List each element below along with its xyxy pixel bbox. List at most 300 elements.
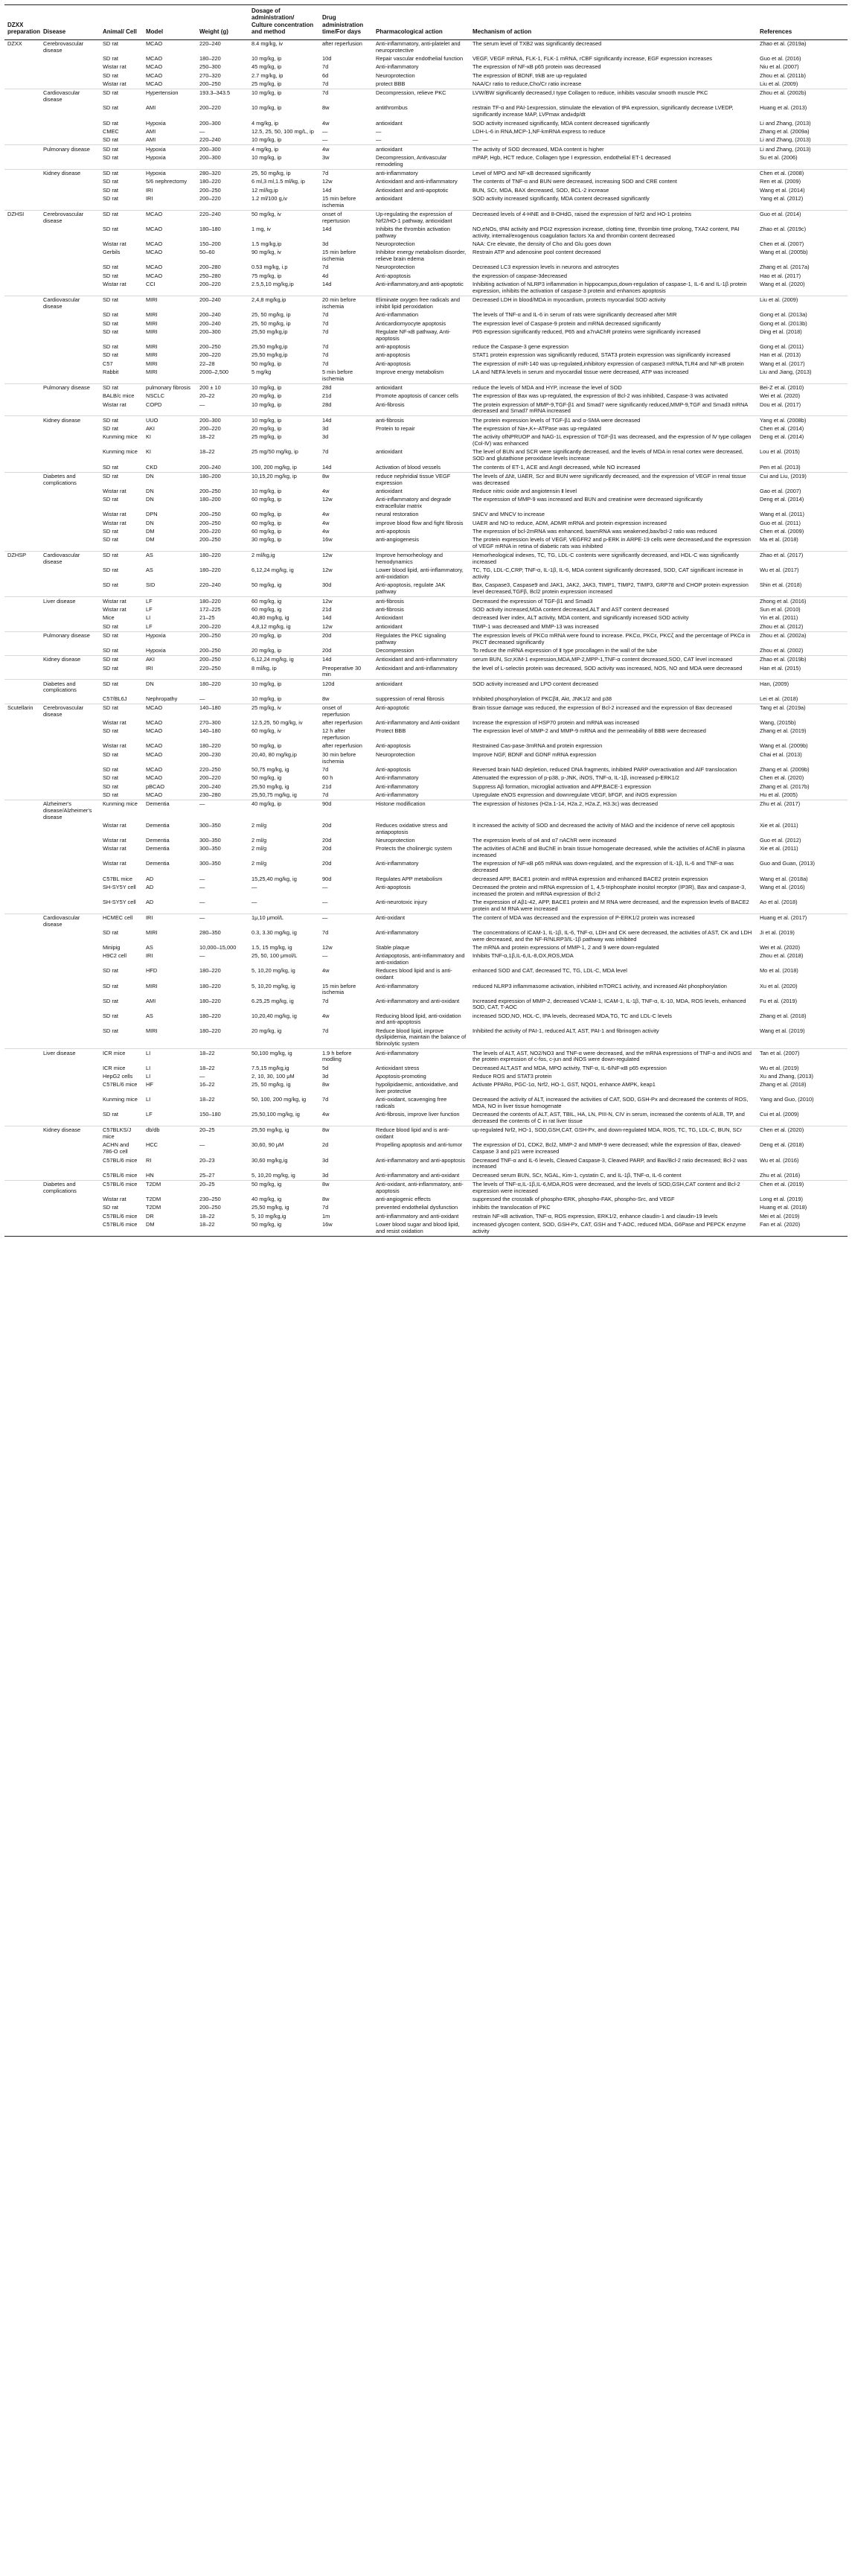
cell-animal: SD rat bbox=[103, 311, 118, 319]
cell-mechanism: LVW/BW significantly decreased,Ⅰ type Collagen to reduce, inhibits vascular smooth muscle PKC bbox=[470, 89, 757, 105]
table-row bbox=[4, 845, 848, 860]
cell-mechanism: Brain tissue damage was reduced, the expression of Bcl-2 increased and the expression of Bax decreased bbox=[470, 704, 757, 719]
cell-dosage: 25,50 mg/kg,ip bbox=[252, 342, 288, 350]
cell-prep bbox=[4, 1180, 40, 1196]
cell-disease bbox=[40, 766, 100, 774]
cell-weight: 180–220 bbox=[196, 597, 249, 606]
cell-model: LF bbox=[143, 597, 196, 606]
cell-animal: Wistar rat bbox=[103, 519, 126, 526]
cell-animal: ICR mice bbox=[103, 1064, 126, 1071]
cell-animal: Wistar rat bbox=[103, 837, 126, 844]
table-row bbox=[4, 401, 848, 416]
cell-dosage: 60 mg/kg, iv bbox=[252, 727, 281, 735]
cell-disease bbox=[40, 63, 100, 71]
cell-mechanism: NO,eNOs, tPAI activity and PGI2 expression increase, clotting time, thrombin time prolong, TXA2 content, PAI activity, internal/exogenous coagulation factors Xa and thrombin content decreased bbox=[473, 226, 740, 239]
table-row bbox=[4, 1126, 848, 1142]
cell-prep bbox=[4, 369, 40, 384]
table-row bbox=[4, 272, 848, 281]
cell-dosage: 50,75 mg/kg, ig bbox=[252, 765, 289, 773]
cell-disease bbox=[40, 104, 100, 119]
cell-prep bbox=[4, 782, 40, 791]
cell-disease bbox=[40, 1096, 100, 1111]
cell-action: Anti-inflammatory and Anti-oxidant bbox=[376, 719, 460, 727]
table-row bbox=[4, 581, 848, 597]
table-row bbox=[4, 552, 848, 567]
cell-model: MCAO bbox=[146, 727, 163, 735]
cell-animal: SD rat bbox=[103, 622, 118, 630]
cell-mechanism: The expression levels of PKCα mRNA were found to increase. PKCα, PKCε, PKCζ and the percentage of PKCα in PKCT decreased significantly bbox=[470, 631, 757, 647]
cell-dosage: 1.5 mg/kg,ip bbox=[252, 240, 282, 248]
cell-mechanism: LA and NEFA levels in serum and myocardial tissue were decreased, ATP was increased bbox=[473, 368, 689, 375]
cell-reference: Xu and Zhang, (2013) bbox=[760, 1072, 813, 1080]
cell-dosage: 20 mg/kg, ip bbox=[252, 425, 282, 433]
cell-time: — bbox=[322, 952, 328, 960]
cell-mechanism: serum BUN, Scr,KIM-1 expression,MDA,MP-2,MPP-1,TNF-α content decreased,SOD, CAT level increased bbox=[470, 655, 757, 664]
cell-reference: Liu et al. (2009) bbox=[760, 80, 798, 88]
cell-animal: SD rat bbox=[103, 782, 118, 790]
cell-animal: SD rat bbox=[100, 631, 143, 647]
cell-action: Anti-inflammatory and degrade extracellular matrix bbox=[376, 496, 452, 509]
cell-action: protect BBB bbox=[376, 80, 406, 88]
table-row bbox=[4, 914, 848, 929]
cell-dosage: 10 mg/kg, ip bbox=[249, 680, 319, 695]
cell-mechanism: The activities of AChE and BuChE in brain tissue homogenate decreased, while the activities of AChE in plasma increased bbox=[473, 845, 746, 859]
cell-model: MIRI bbox=[146, 1027, 158, 1034]
cell-model: CCI bbox=[146, 281, 156, 288]
cell-time: 30 min before ischemia bbox=[322, 750, 356, 765]
cell-prep bbox=[4, 128, 40, 136]
header-references: References bbox=[757, 5, 848, 40]
cell-disease bbox=[40, 647, 100, 656]
cell-disease bbox=[40, 154, 100, 170]
cell-weight: — bbox=[199, 898, 205, 905]
cell-action: Anti-inflammatory bbox=[376, 782, 419, 790]
cell-dosage: 10 mg/kg, ip bbox=[249, 416, 319, 425]
cell-action: Reduces oxidative stress and antiapoptosis bbox=[376, 821, 448, 835]
cell-prep bbox=[4, 952, 40, 967]
cell-disease bbox=[40, 463, 100, 472]
cell-disease bbox=[40, 511, 100, 519]
cell-action: Inhibitor energy metabolism disorder, relieve brain edema bbox=[376, 249, 467, 263]
table-row bbox=[4, 178, 848, 186]
table-row bbox=[4, 782, 848, 791]
table-row bbox=[4, 1204, 848, 1212]
cell-weight: 200–220 bbox=[199, 281, 221, 288]
cell-dosage: 1 mg, iv bbox=[252, 226, 271, 233]
table-row bbox=[4, 822, 848, 837]
table-row bbox=[4, 210, 848, 226]
cell-disease bbox=[40, 997, 100, 1012]
table-row bbox=[4, 1156, 848, 1171]
cell-dosage: 25,50,100 mg/kg, ig bbox=[252, 1111, 300, 1118]
cell-weight: 10,000–15,000 bbox=[199, 944, 237, 951]
table-row bbox=[4, 71, 848, 80]
cell-mechanism: increased SOD,NO, HDL-C, IPA levels, decreased MDA,TG, TC and LDL-C levels bbox=[473, 1012, 672, 1019]
cell-model: DR bbox=[146, 1212, 154, 1220]
cell-model: MCAO bbox=[146, 742, 163, 750]
cell-prep bbox=[4, 343, 40, 351]
cell-weight: 220–250 bbox=[199, 664, 221, 672]
cell-animal: Wistar rat bbox=[103, 860, 126, 867]
cell-prep bbox=[4, 519, 40, 527]
cell-action: anti-fibrosis bbox=[373, 597, 470, 606]
cell-time: 4w bbox=[322, 527, 330, 535]
cell-model: MCAO bbox=[146, 272, 163, 279]
cell-prep bbox=[4, 1221, 40, 1237]
cell-animal: SD rat bbox=[100, 416, 143, 425]
cell-model: IRI bbox=[146, 664, 153, 672]
cell-time: 1m bbox=[322, 1212, 330, 1220]
cell-weight: 180–180 bbox=[199, 226, 221, 233]
cell-dosage: 25, 50 mg/kg, ip bbox=[252, 319, 291, 327]
cell-model: MCAO bbox=[146, 719, 163, 727]
cell-mechanism: The levels of ALT, AST, NO2/NO3 and TNF-α were decreased, and the mRNA expressions of TNF-α and iNOS and the protein expression of c-fos, c-jun and iNOS were down-regulated bbox=[470, 1049, 757, 1065]
cell-model: T2DM bbox=[143, 1180, 196, 1196]
cell-prep bbox=[4, 631, 40, 647]
cell-disease: Kidney disease bbox=[40, 655, 100, 664]
cell-reference: Li and Zhang, (2013) bbox=[760, 119, 811, 127]
cell-reference: Zhao et al. (2017) bbox=[757, 552, 848, 567]
cell-model: AS bbox=[146, 1012, 153, 1019]
cell-prep bbox=[4, 622, 40, 631]
cell-time: 8w bbox=[319, 472, 373, 488]
cell-weight: 300–350 bbox=[199, 845, 221, 852]
cell-prep bbox=[4, 311, 40, 319]
cell-time: — bbox=[322, 898, 328, 905]
cell-weight: 18–22 bbox=[196, 1049, 249, 1065]
cell-disease bbox=[40, 128, 100, 136]
cell-prep bbox=[4, 1096, 40, 1111]
cell-disease: Alzheimer's disease/Alzheimer's disease bbox=[40, 800, 100, 821]
header-animal: Animal/ Cell bbox=[100, 5, 143, 40]
cell-weight: 200–240 bbox=[196, 296, 249, 311]
table-row bbox=[4, 1141, 848, 1156]
cell-time: 14d bbox=[322, 281, 332, 288]
cell-disease bbox=[40, 952, 100, 967]
cell-action: Anti-inflammatory bbox=[376, 63, 419, 71]
cell-reference: Wang et al. (2018a) bbox=[760, 875, 808, 882]
table-row bbox=[4, 104, 848, 119]
cell-action: Reducing blood lipid, anti-oxidation and anti-apoptosis bbox=[376, 1012, 461, 1026]
cell-reference: Gao et al. (2007) bbox=[760, 487, 801, 494]
cell-reference: Li and Zhang, (2013) bbox=[760, 136, 811, 144]
cell-disease: Diabetes and complications bbox=[40, 680, 100, 695]
cell-model: KI bbox=[146, 448, 151, 456]
cell-weight: 220–240 bbox=[199, 136, 221, 144]
cell-reference: Zhang et al. (2018) bbox=[760, 1081, 807, 1088]
cell-dosage: 6,12,24 mg/kg, ig bbox=[249, 655, 319, 664]
cell-dosage: 1μ,10 μmol/L bbox=[249, 914, 319, 929]
cell-prep bbox=[4, 982, 40, 997]
cell-weight: 300–350 bbox=[199, 821, 221, 829]
cell-reference: Guo et al. (2014) bbox=[757, 210, 848, 226]
cell-prep bbox=[4, 249, 40, 264]
cell-disease bbox=[40, 80, 100, 89]
cell-mechanism: mPAP, Hgb, HCT reduce, Collagen type Ⅰ expression, endothelial ET-1 decreased bbox=[473, 153, 671, 161]
cell-disease bbox=[40, 1204, 100, 1212]
cell-dosage: 50 mg/kg, ip bbox=[252, 360, 282, 367]
cell-dosage: 0.53 mg/kg, i.p bbox=[252, 264, 288, 271]
cell-model: DM bbox=[146, 527, 155, 535]
cell-animal: C57BL/6 mice bbox=[103, 1081, 138, 1088]
cell-dosage: 2 ml/g bbox=[252, 860, 267, 867]
cell-disease bbox=[40, 1221, 100, 1237]
cell-model: LF bbox=[146, 622, 153, 630]
cell-dosage: 8 ml/kg, ip bbox=[252, 664, 277, 672]
cell-time: 3d bbox=[322, 433, 329, 441]
cell-reference: Lei et al. (2018) bbox=[760, 695, 798, 702]
cell-model: MCAO bbox=[143, 210, 196, 226]
cell-weight: 180–220 bbox=[199, 178, 221, 185]
cell-animal: C57 bbox=[103, 360, 113, 367]
cell-time: 14d bbox=[322, 463, 332, 471]
table-row bbox=[4, 249, 848, 264]
cell-time: 12w bbox=[322, 496, 333, 503]
table-row bbox=[4, 351, 848, 360]
cell-time: 28d bbox=[322, 401, 332, 408]
cell-animal: SD rat bbox=[100, 169, 143, 178]
cell-prep bbox=[4, 319, 40, 328]
cell-disease: Kidney disease bbox=[40, 416, 100, 425]
cell-weight: 150–200 bbox=[199, 240, 221, 248]
cell-prep bbox=[4, 1212, 40, 1220]
cell-animal: SD rat bbox=[100, 39, 143, 55]
cell-prep bbox=[4, 791, 40, 800]
cell-mechanism: The content of MDA was decreased and the expression of P-ERK1/2 protein was increased bbox=[470, 914, 757, 929]
cell-prep bbox=[4, 837, 40, 845]
header-prep: DZXX preparation bbox=[4, 5, 40, 40]
cell-action: Activation of blood vessels bbox=[376, 463, 441, 471]
cell-mechanism: The protein expression levels of TGF-β1 and α-SMA were decreased bbox=[470, 416, 757, 425]
table-row bbox=[4, 472, 848, 488]
cell-time: 90d bbox=[322, 875, 332, 882]
cell-animal: Wistar rat bbox=[103, 240, 126, 248]
cell-weight: 200–220 bbox=[199, 425, 221, 433]
cell-dosage: 20,40, 80 mg/kg,ip bbox=[252, 750, 297, 758]
cell-disease bbox=[40, 178, 100, 186]
cell-reference: Zhou et al. (2018) bbox=[760, 952, 804, 960]
cell-mechanism: reduced NLRP3 inflammasome activation, inhibited mTORC1 activity, and increased Akt phosphorylation bbox=[473, 982, 727, 989]
cell-time: 3d bbox=[322, 1171, 329, 1179]
cell-time: 2d bbox=[322, 1141, 329, 1149]
cell-disease bbox=[40, 1073, 100, 1081]
cell-action: Anti-inflammatory and anti-apoptosis bbox=[376, 1156, 465, 1164]
cell-dosage: 2, 10, 30, 100 μM bbox=[252, 1072, 295, 1080]
table-row bbox=[4, 567, 848, 581]
cell-weight: 180–200 bbox=[196, 472, 249, 488]
cell-time: 4w bbox=[322, 1012, 330, 1019]
cell-disease bbox=[40, 433, 100, 448]
cell-disease bbox=[40, 351, 100, 360]
cell-model: Hypoxia bbox=[143, 169, 196, 178]
cell-animal: SD rat bbox=[103, 272, 118, 279]
cell-time: 4w bbox=[322, 511, 330, 518]
cell-action: antioxidant bbox=[376, 487, 403, 494]
cell-time: 7d bbox=[322, 319, 329, 327]
cell-weight: — bbox=[199, 952, 205, 960]
cell-mechanism: SOD activity increased and LPO content decreased bbox=[470, 680, 757, 695]
cell-animal: C57BL/6 mice bbox=[103, 1156, 138, 1164]
table-row bbox=[4, 774, 848, 782]
cell-prep bbox=[4, 195, 40, 211]
cell-dosage: 50 mg/kg, ig bbox=[252, 774, 282, 782]
table-row bbox=[4, 226, 848, 240]
cell-dosage: 15,25,40 mg/kg, ig bbox=[252, 875, 297, 882]
cell-animal: SD rat bbox=[103, 527, 118, 535]
cell-disease bbox=[40, 782, 100, 791]
cell-time: 16w bbox=[319, 1221, 373, 1237]
cell-time: 12w bbox=[319, 597, 373, 606]
cell-reference: Zhang et al. (2009a) bbox=[760, 127, 810, 135]
cell-dosage: 20 mg/kg, ig bbox=[252, 1027, 282, 1034]
cell-model: MCAO bbox=[146, 80, 163, 88]
cell-reference: Wei et al. (2020) bbox=[760, 392, 801, 400]
cell-reference: Xie et al. (2011) bbox=[760, 845, 798, 852]
cell-dosage: 25,50 mg/kg, ig bbox=[252, 782, 289, 790]
cell-prep bbox=[4, 884, 40, 899]
cell-time: 7d bbox=[322, 328, 329, 335]
cell-time: 4d bbox=[322, 272, 329, 279]
cell-prep bbox=[4, 264, 40, 272]
cell-animal: C57BL mice bbox=[103, 875, 132, 882]
cell-model: Dementia bbox=[146, 821, 170, 829]
cell-disease bbox=[40, 496, 100, 511]
cell-action: neural restoration bbox=[376, 511, 419, 518]
cell-prep bbox=[4, 647, 40, 656]
cell-weight: 200–250 bbox=[196, 655, 249, 664]
cell-mechanism: The expression level of Caspase-9 protein and mRNA decreased significantly bbox=[473, 319, 662, 327]
cell-mechanism: Restrained Cas-pase-3mRNA and protein expression bbox=[473, 742, 603, 750]
cell-time: 12w bbox=[319, 552, 373, 567]
cell-animal: SH-SY5Y cell bbox=[103, 898, 136, 905]
cell-weight: 18–22 bbox=[199, 448, 215, 456]
cell-time: 28d bbox=[319, 383, 373, 392]
cell-action: Histone modification bbox=[373, 800, 470, 821]
cell-dosage: 50 mg/kg, iv bbox=[249, 210, 319, 226]
cell-animal: SD rat bbox=[103, 496, 118, 503]
cell-time: 4w bbox=[319, 145, 373, 154]
cell-reference: Chen et al. (2019) bbox=[757, 1180, 848, 1196]
cell-prep bbox=[4, 272, 40, 281]
cell-weight: 18–22 bbox=[199, 433, 215, 441]
table-row bbox=[4, 511, 848, 519]
cell-action: Anti-inflammatory and anti-oxidant bbox=[376, 1171, 460, 1179]
cell-reference: Xie et al. (2011) bbox=[760, 821, 798, 829]
cell-mechanism: The expression of MMP-9 was increased and BUN and creatinine were decreased significantly bbox=[473, 496, 703, 503]
cell-disease: Pulmonary disease bbox=[40, 631, 100, 647]
table-row bbox=[4, 631, 848, 647]
table-row bbox=[4, 952, 848, 967]
cell-mechanism: Inhibiting activation of NLRP3 inflammation in hippocampus,down-regulation of caspase-1, IL-6 and IL-1β protein expression, inhibits the activation of caspase-3 protein and enhances apoptosis bbox=[473, 281, 747, 294]
cell-mechanism: TC, TG, LDL-C,CRP, TNF-α, IL-1β, IL-6, MDA content significantly decreased, SOD, CAT significant increase in activity bbox=[473, 567, 743, 581]
cell-weight: 220–250 bbox=[199, 765, 221, 773]
cell-model: COPD bbox=[146, 401, 162, 408]
cell-prep bbox=[4, 416, 40, 425]
table-row bbox=[4, 383, 848, 392]
cell-model: MCAO bbox=[146, 249, 163, 256]
cell-dosage: 2.7 mg/kg, ip bbox=[252, 71, 284, 79]
cell-dosage: 25 mg/kg, ip bbox=[252, 80, 282, 88]
cell-time: 14d bbox=[322, 614, 332, 622]
cell-action: improve blood flow and fight fibrosis bbox=[376, 519, 464, 526]
table-row bbox=[4, 369, 848, 384]
table-row bbox=[4, 195, 848, 211]
table-row bbox=[4, 186, 848, 194]
cell-action: Antioxidant and anti-apoptotic bbox=[376, 186, 449, 194]
cell-disease bbox=[40, 272, 100, 281]
table-row bbox=[4, 448, 848, 463]
cell-animal: Minipig bbox=[103, 944, 121, 951]
cell-model: T2DM bbox=[146, 1196, 161, 1202]
cell-model: MCAO bbox=[146, 71, 163, 79]
cell-dosage: 60 mg/kg, ip bbox=[252, 511, 282, 518]
cell-model: Dementia bbox=[143, 800, 196, 821]
cell-reference: Zhu et al. (2017) bbox=[757, 800, 848, 821]
cell-reference: Shin et al. (2018) bbox=[760, 581, 802, 589]
cell-mechanism: The expression of Bax was up-regulated, the expression of Bcl-2 was inhibited, Caspase-3 was activated bbox=[473, 392, 728, 400]
cell-dosage: 60 mg/kg, ig bbox=[249, 597, 319, 606]
cell-prep bbox=[4, 664, 40, 680]
cell-model: MCAO bbox=[146, 765, 163, 773]
cell-weight: 280–320 bbox=[196, 169, 249, 178]
table-row bbox=[4, 597, 848, 606]
cell-dosage: 2 ml/g bbox=[252, 837, 267, 844]
table-row bbox=[4, 1221, 848, 1237]
cell-time: 10d bbox=[322, 55, 332, 63]
cell-prep bbox=[4, 169, 40, 178]
cell-action: Anti-inflammatory bbox=[376, 860, 419, 867]
cell-weight: — bbox=[199, 1072, 205, 1080]
cell-time: 20d bbox=[319, 631, 373, 647]
table-row bbox=[4, 899, 848, 914]
cell-time: 5d bbox=[322, 1064, 329, 1071]
cell-time: 7d bbox=[322, 448, 329, 456]
cell-dosage: 5, 10,20 mg/kg, ig bbox=[252, 967, 295, 975]
cell-action: Anti-inflammatory bbox=[376, 774, 419, 782]
cell-dosage: 25 mg/50 mg/kg, ip bbox=[252, 448, 298, 456]
cell-dosage: 8.4 mg/kg, iv bbox=[249, 39, 319, 55]
cell-mechanism: enhanced SOD and CAT, decreased TC, TG, LDL-C, MDA level bbox=[473, 967, 627, 975]
cell-dosage: 5, 10,20 mg/kg, ig bbox=[252, 1171, 295, 1179]
cell-model: DM bbox=[143, 1221, 196, 1237]
table-row bbox=[4, 496, 848, 511]
cell-prep bbox=[4, 119, 40, 127]
cell-dosage: 7.5,15 mg/kg,ig bbox=[252, 1064, 289, 1071]
cell-reference: Hu et al. (2005) bbox=[760, 791, 798, 798]
cell-prep bbox=[4, 1126, 40, 1142]
cell-dosage: 2 ml/g bbox=[252, 845, 267, 852]
cell-dosage: 2 ml/g bbox=[252, 821, 267, 829]
header-mechanism: Mechanism of action bbox=[470, 5, 757, 40]
cell-prep bbox=[4, 281, 40, 296]
cell-dosage: 6 ml,3 ml,1.5 ml/kg, ip bbox=[252, 178, 305, 185]
table-row bbox=[4, 264, 848, 272]
cell-action: Neuroprotection bbox=[376, 240, 415, 248]
header-dosage: Dosage of administration/ Culture concentration and method bbox=[249, 5, 319, 40]
cell-disease: Cardiovascular disease bbox=[40, 552, 100, 567]
cell-prep bbox=[4, 104, 40, 119]
cell-dosage: 10 mg/kg, ip bbox=[252, 55, 282, 63]
cell-model: DN bbox=[146, 519, 154, 526]
cell-dosage: 6.25,25 mg/kg, ig bbox=[252, 997, 294, 1004]
cell-weight: 180–220 bbox=[199, 1012, 221, 1019]
cell-model: HFD bbox=[146, 967, 158, 975]
cell-mechanism: inhibits the translocation of PKC bbox=[473, 1204, 551, 1211]
cell-time: 4w bbox=[322, 967, 330, 975]
header-weight: Weight (g) bbox=[196, 5, 249, 40]
cell-disease bbox=[40, 884, 100, 899]
cell-mechanism: The expression of NF-κB p65 protein was decreased bbox=[473, 63, 601, 71]
